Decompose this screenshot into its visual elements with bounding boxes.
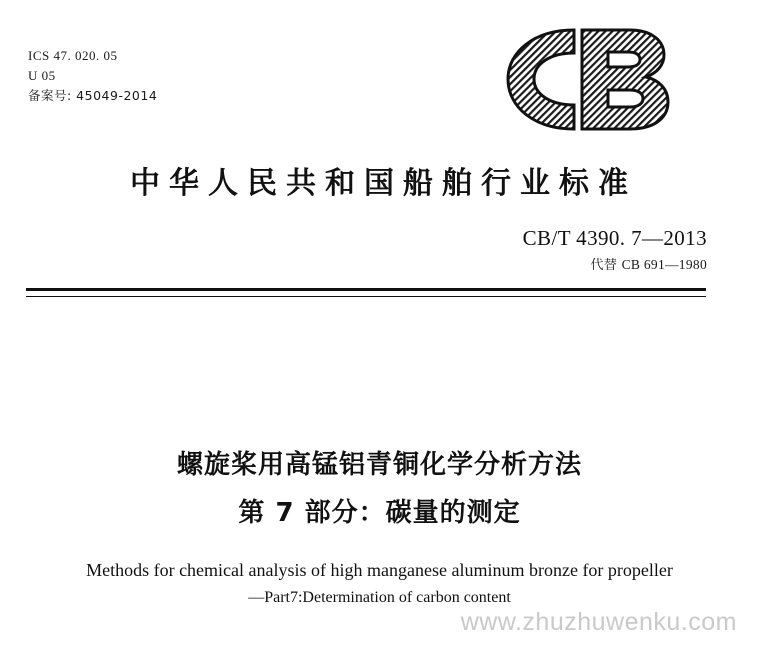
divider-thin (26, 296, 706, 297)
document-title-line1: 螺旋桨用高锰铝青铜化学分析方法 (176, 450, 582, 480)
document-title-english-line1: Methods for chemical analysis of high manganese aluminum bronze for propeller (86, 560, 673, 580)
replaces-label: 代替 (590, 258, 618, 273)
record-number: 备案号: 45049-2014 (28, 88, 158, 104)
cb-logo (500, 22, 680, 137)
divider-thick (26, 288, 706, 291)
standard-number: CB/T 4390. 7—2013 (522, 226, 707, 250)
replaces-note (591, 254, 707, 273)
document-title-line2: 第 7 部分：碳量的测定 (238, 498, 521, 528)
issuer-title: 中华人民共和国船舶行业标准 (130, 166, 637, 201)
ics-code: ICS 47. 020. 05 (28, 48, 118, 63)
document-title-english-line2: —Part7:Determination of carbon content (248, 589, 511, 606)
replaces-value: CB 691—1980 (621, 257, 707, 272)
classification-code: U 05 (28, 68, 56, 84)
ics-metadata-block (28, 46, 157, 106)
watermark: www.zhuzhuwenku.com (460, 608, 737, 636)
